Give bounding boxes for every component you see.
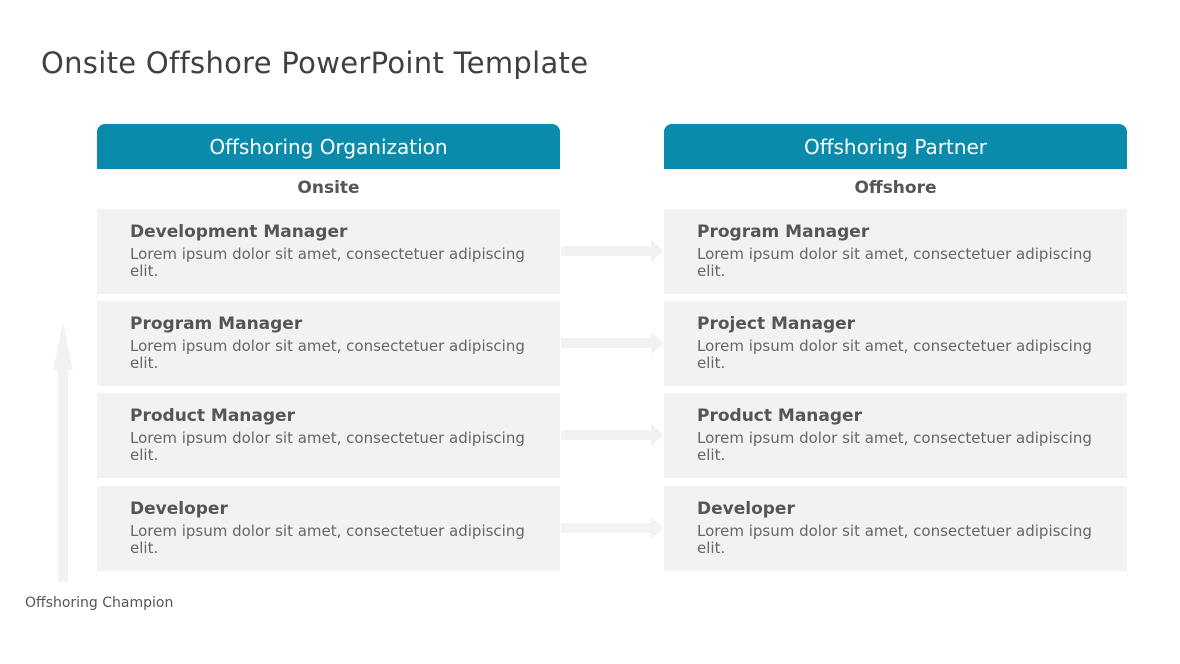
connector-arrow-icon (561, 236, 664, 266)
card-text: Lorem ipsum dolor sit amet, consectetuer adipiscing elit. (697, 522, 1092, 557)
connector-arrow-icon (561, 328, 664, 358)
connector-arrow-icon (561, 420, 664, 450)
card-text: Lorem ipsum dolor sit amet, consectetuer adipiscing elit. (130, 245, 525, 280)
left-column-header: Offshoring Organization (97, 124, 560, 169)
left-card-developer (97, 486, 560, 571)
champion-label: Offshoring Champion (25, 595, 174, 611)
card-text: Lorem ipsum dolor sit amet, consectetuer adipiscing elit. (130, 522, 525, 557)
left-card-development-manager (97, 209, 560, 294)
right-card-product-manager (664, 393, 1127, 478)
card-text: Lorem ipsum dolor sit amet, consectetuer adipiscing elit. (697, 337, 1092, 372)
card-text: Lorem ipsum dolor sit amet, consectetuer adipiscing elit. (130, 337, 525, 372)
right-column-subheader: Offshore (854, 178, 937, 198)
card-title: Product Manager (130, 406, 295, 426)
up-arrow-icon (51, 322, 75, 582)
card-title: Program Manager (130, 314, 303, 334)
card-text: Lorem ipsum dolor sit amet, consectetuer adipiscing elit. (130, 429, 525, 464)
card-title: Developer (130, 499, 228, 519)
card-text: Lorem ipsum dolor sit amet, consectetuer adipiscing elit. (697, 429, 1092, 464)
connector-arrow-icon (561, 513, 664, 543)
left-card-program-manager (97, 301, 560, 386)
card-text: Lorem ipsum dolor sit amet, consectetuer adipiscing elit. (697, 245, 1092, 280)
card-title: Program Manager (697, 222, 870, 242)
left-card-product-manager (97, 393, 560, 478)
card-title: Product Manager (697, 406, 862, 426)
card-title: Development Manager (130, 222, 348, 242)
card-title: Project Manager (697, 314, 856, 334)
right-card-project-manager (664, 301, 1127, 386)
right-card-developer (664, 486, 1127, 571)
left-column-subheader: Onsite (297, 178, 360, 198)
page-title: Onsite Offshore PowerPoint Template (41, 46, 589, 80)
card-title: Developer (697, 499, 795, 519)
right-card-program-manager (664, 209, 1127, 294)
right-column-header: Offshoring Partner (664, 124, 1127, 169)
